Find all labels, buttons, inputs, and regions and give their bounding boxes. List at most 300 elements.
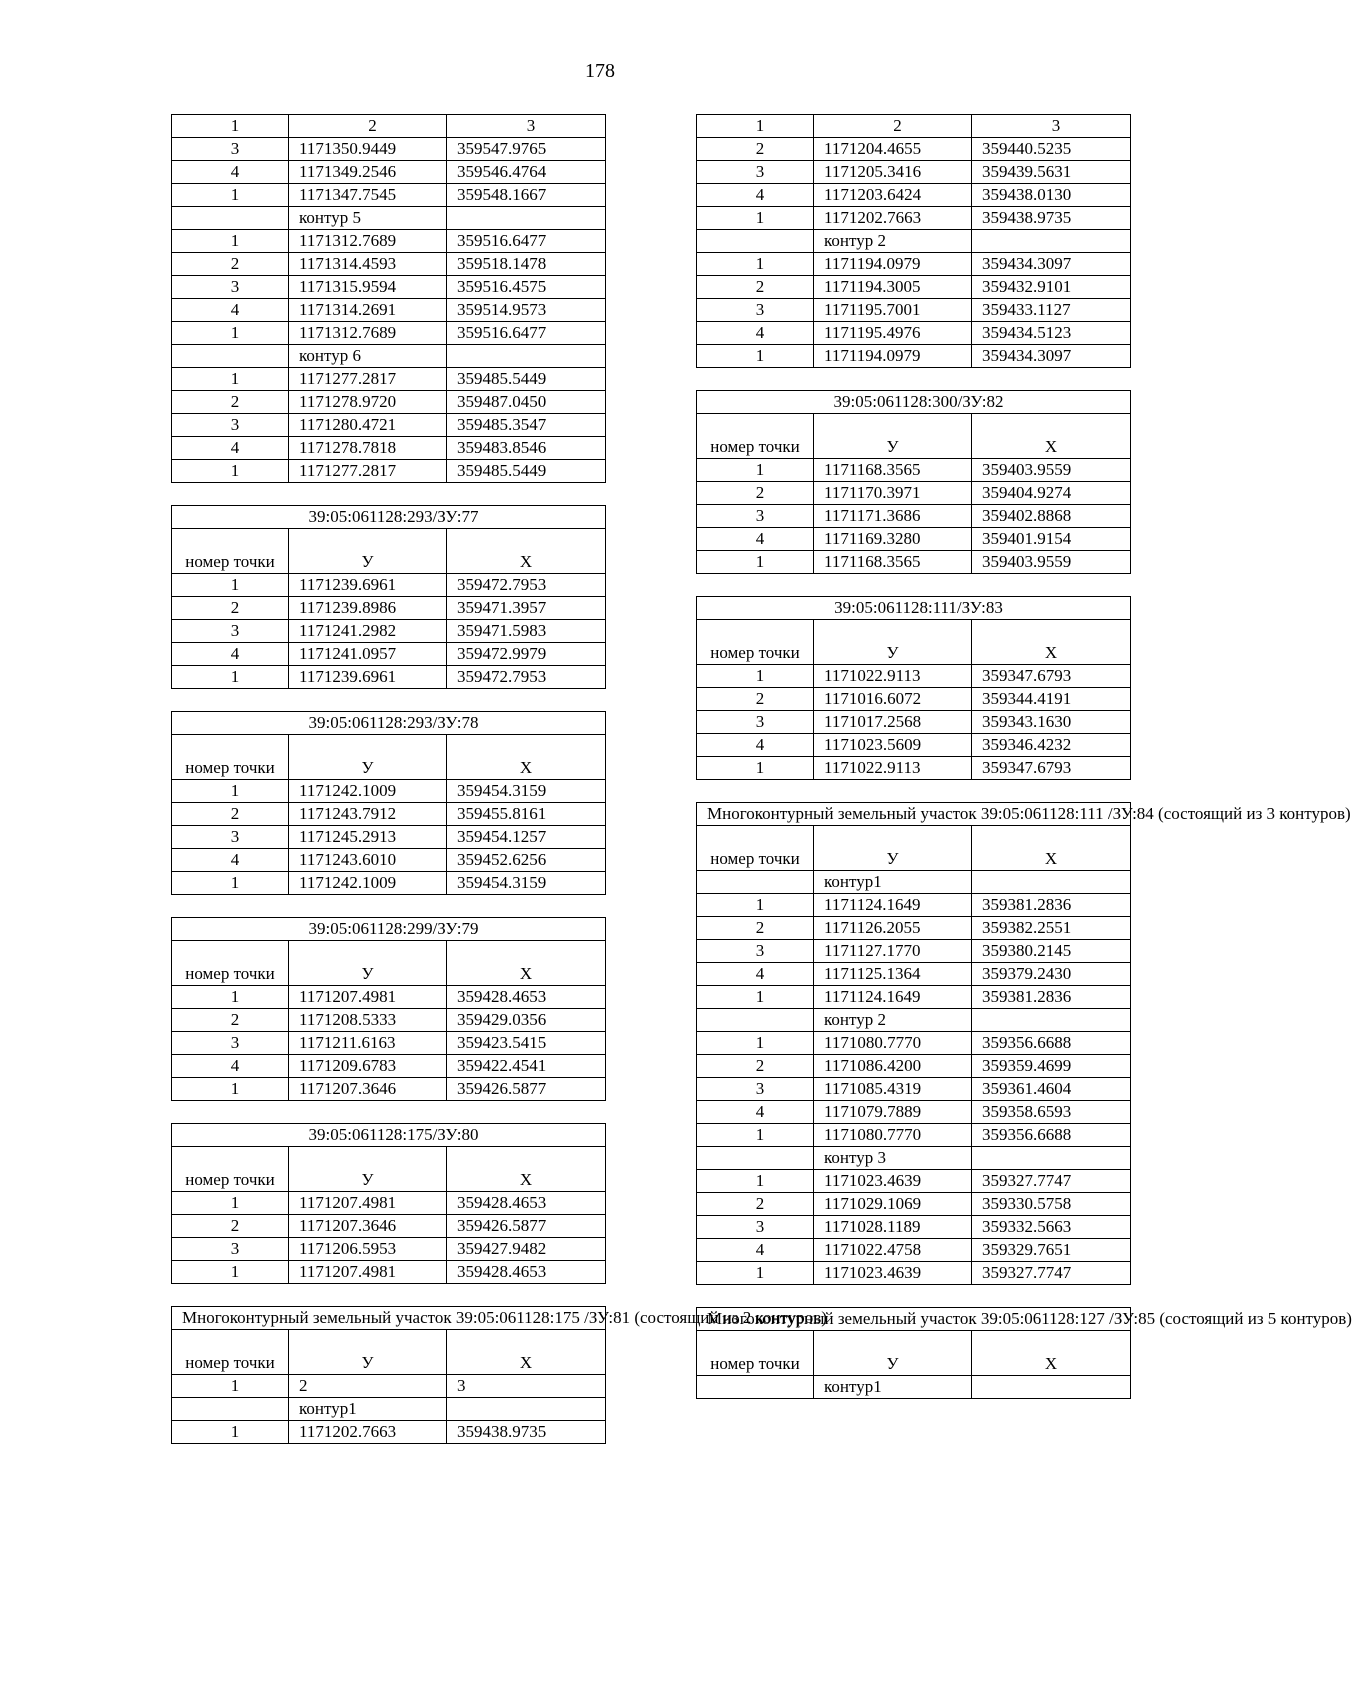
table-row	[172, 1215, 606, 1238]
x-coord-cell: 359434.3097	[972, 345, 1131, 368]
x-header: Х	[447, 529, 606, 574]
y-coord-cell: 1171315.9594	[289, 276, 447, 299]
x-coord-cell: 359438.9735	[972, 207, 1131, 230]
x-header: Х	[972, 414, 1131, 459]
coordinates-table	[696, 596, 1131, 780]
y-coord-cell: 1171016.6072	[814, 688, 972, 711]
point-number-cell: 3	[172, 414, 289, 437]
table-row	[697, 138, 1131, 161]
y-header: У	[289, 735, 447, 780]
y-coord-cell: 1171241.2982	[289, 620, 447, 643]
x-coord-cell: 359330.5758	[972, 1193, 1131, 1216]
y-coord-cell: 2	[289, 1375, 447, 1398]
x-header: Х	[972, 1331, 1131, 1376]
table-row	[172, 437, 606, 460]
table-row	[172, 1192, 606, 1215]
table-row	[172, 322, 606, 345]
x-coord-cell: 359483.8546	[447, 437, 606, 460]
table-row	[697, 276, 1131, 299]
y-coord-cell: 1171028.1189	[814, 1216, 972, 1239]
x-coord-cell: 359452.6256	[447, 849, 606, 872]
point-number-cell: 1	[697, 253, 814, 276]
coordinates-table	[696, 1307, 1352, 1399]
y-header: У	[814, 620, 972, 665]
table-row	[172, 803, 606, 826]
point-number-cell: 3	[172, 1032, 289, 1055]
x-coord-cell: 359428.4653	[447, 1192, 606, 1215]
y-coord-cell: 1171211.6163	[289, 1032, 447, 1055]
y-coord-cell: 1171207.3646	[289, 1078, 447, 1101]
point-number-cell: 1	[172, 872, 289, 895]
x-header: Х	[447, 1330, 606, 1375]
point-number-cell: 4	[172, 299, 289, 322]
x-coord-cell	[972, 1376, 1131, 1399]
y-coord-cell: 1171168.3565	[814, 459, 972, 482]
x-coord-cell: 359379.2430	[972, 963, 1131, 986]
parcel-description: Многоконтурный земельный участок 39:05:061128:175 /ЗУ:81 (состоящий из 2 контуров)	[172, 1307, 606, 1330]
x-coord-cell: 359454.1257	[447, 826, 606, 849]
x-coord-cell: 359332.5663	[972, 1216, 1131, 1239]
point-number-cell	[697, 230, 814, 253]
table-row	[697, 322, 1131, 345]
y-coord-cell: 1171242.1009	[289, 872, 447, 895]
table-row	[697, 734, 1131, 757]
x-coord-cell: 359426.5877	[447, 1078, 606, 1101]
x-coord-cell: 359439.5631	[972, 161, 1131, 184]
y-coord-cell: 1171208.5333	[289, 1009, 447, 1032]
column-header-row	[697, 826, 1131, 871]
column-number-cell: 3	[972, 115, 1131, 138]
point-number-cell: 3	[697, 940, 814, 963]
point-number-cell: 3	[697, 711, 814, 734]
page-number: 178	[585, 60, 615, 82]
x-coord-cell: 359472.7953	[447, 666, 606, 689]
point-number-cell: 2	[172, 597, 289, 620]
y-coord-cell: 1171080.7770	[814, 1032, 972, 1055]
y-coord-cell: 1171126.2055	[814, 917, 972, 940]
point-number-cell	[697, 1147, 814, 1170]
y-coord-cell: 1171207.3646	[289, 1215, 447, 1238]
table-row	[172, 643, 606, 666]
y-coord-cell: 1171280.4721	[289, 414, 447, 437]
parcel-title: 39:05:061128:111/ЗУ:83	[697, 597, 1131, 620]
x-header: Х	[447, 1147, 606, 1192]
table-row	[172, 1421, 606, 1444]
table-row	[697, 482, 1131, 505]
x-coord-cell: 359518.1478	[447, 253, 606, 276]
x-coord-cell: 359356.6688	[972, 1124, 1131, 1147]
table-row	[172, 780, 606, 803]
point-number-cell	[172, 1398, 289, 1421]
point-number-cell: 1	[172, 1421, 289, 1444]
table-row	[697, 894, 1131, 917]
table-row	[697, 1262, 1131, 1285]
parcel-title: 39:05:061128:175/ЗУ:80	[172, 1124, 606, 1147]
point-number-cell: 1	[697, 757, 814, 780]
y-coord-cell: 1171207.4981	[289, 1261, 447, 1284]
y-coord-cell: 1171023.4639	[814, 1170, 972, 1193]
table-row	[697, 345, 1131, 368]
x-coord-cell: 359516.6477	[447, 230, 606, 253]
y-coord-cell: 1171241.0957	[289, 643, 447, 666]
x-coord-cell: 359428.4653	[447, 986, 606, 1009]
x-coord-cell: 3	[447, 1375, 606, 1398]
column-header-row	[697, 620, 1131, 665]
x-coord-cell: 359440.5235	[972, 138, 1131, 161]
table-row	[172, 872, 606, 895]
parcel-title: 39:05:061128:299/ЗУ:79	[172, 918, 606, 941]
point-number-header: номер точки	[697, 414, 814, 459]
y-coord-cell: 1171347.7545	[289, 184, 447, 207]
table-row	[172, 1078, 606, 1101]
point-number-cell: 1	[697, 551, 814, 574]
y-coord-cell: 1171206.5953	[289, 1238, 447, 1261]
x-coord-cell: 359380.2145	[972, 940, 1131, 963]
table-row	[172, 414, 606, 437]
x-coord-cell: 359433.1127	[972, 299, 1131, 322]
coordinates-table	[171, 711, 606, 895]
y-coord-cell: 1171239.6961	[289, 574, 447, 597]
point-number-cell: 2	[697, 138, 814, 161]
y-coord-cell: 1171023.4639	[814, 1262, 972, 1285]
point-number-cell: 1	[172, 1261, 289, 1284]
point-number-cell: 2	[172, 253, 289, 276]
table-row	[172, 184, 606, 207]
x-coord-cell: 359361.4604	[972, 1078, 1131, 1101]
table-row	[697, 161, 1131, 184]
point-number-cell	[172, 345, 289, 368]
point-number-cell: 4	[172, 849, 289, 872]
column-header-row	[172, 1147, 606, 1192]
table-row	[697, 1078, 1131, 1101]
x-coord-cell: 359381.2836	[972, 986, 1131, 1009]
point-number-header: номер точки	[172, 529, 289, 574]
x-coord-cell: 359434.3097	[972, 253, 1131, 276]
parcel-description: Многоконтурный земельный участок 39:05:061128:127 /ЗУ:85 (состоящий из 5 контуров)	[697, 1308, 1131, 1331]
x-coord-cell: 359472.9979	[447, 643, 606, 666]
point-number-cell: 1	[697, 1262, 814, 1285]
parcel-title: 39:05:061128:300/ЗУ:82	[697, 391, 1131, 414]
x-coord-cell: 359347.6793	[972, 757, 1131, 780]
x-coord-cell: 359403.9559	[972, 459, 1131, 482]
y-coord-cell: 1171169.3280	[814, 528, 972, 551]
y-header: У	[814, 826, 972, 871]
x-coord-cell: 359422.4541	[447, 1055, 606, 1078]
table-row	[172, 986, 606, 1009]
table-row	[172, 1032, 606, 1055]
table-row	[697, 230, 1131, 253]
column-number-cell: 3	[447, 115, 606, 138]
table-row	[697, 184, 1131, 207]
x-coord-cell: 359471.3957	[447, 597, 606, 620]
y-coord-cell: 1171022.9113	[814, 757, 972, 780]
point-number-cell: 1	[697, 894, 814, 917]
y-coord-cell: 1171278.9720	[289, 391, 447, 414]
x-header: Х	[447, 941, 606, 986]
right-column	[696, 114, 1352, 1399]
table-row	[172, 826, 606, 849]
point-number-cell: 1	[172, 184, 289, 207]
y-coord-cell: 1171023.5609	[814, 734, 972, 757]
coordinates-table	[171, 1123, 606, 1284]
coordinates-table	[696, 802, 1351, 1285]
parcel-title-row	[172, 712, 606, 735]
table-row	[172, 574, 606, 597]
y-coord-cell: 1171314.4593	[289, 253, 447, 276]
point-number-cell: 2	[697, 688, 814, 711]
x-coord-cell: 359548.1667	[447, 184, 606, 207]
y-coord-cell: 1171278.7818	[289, 437, 447, 460]
point-number-cell: 1	[172, 368, 289, 391]
table-row	[172, 1375, 606, 1398]
parcel-title-row	[697, 391, 1131, 414]
x-coord-cell	[447, 345, 606, 368]
x-coord-cell: 359381.2836	[972, 894, 1131, 917]
point-number-cell: 2	[172, 1009, 289, 1032]
point-number-cell: 2	[697, 276, 814, 299]
y-coord-cell: 1171243.6010	[289, 849, 447, 872]
point-number-cell: 1	[172, 1192, 289, 1215]
table-row	[697, 1239, 1131, 1262]
x-coord-cell: 359546.4764	[447, 161, 606, 184]
parcel-title-row	[172, 918, 606, 941]
point-number-cell: 2	[697, 1055, 814, 1078]
x-coord-cell: 359438.9735	[447, 1421, 606, 1444]
table-row	[697, 986, 1131, 1009]
y-coord-cell: 1171124.1649	[814, 894, 972, 917]
table-row	[172, 345, 606, 368]
table-row	[697, 665, 1131, 688]
column-number-cell: 2	[814, 115, 972, 138]
point-number-cell: 1	[697, 207, 814, 230]
point-number-cell: 4	[172, 1055, 289, 1078]
y-coord-cell: 1171194.3005	[814, 276, 972, 299]
x-coord-cell: 359454.3159	[447, 872, 606, 895]
y-header: У	[814, 1331, 972, 1376]
point-number-header: номер точки	[172, 735, 289, 780]
point-number-cell: 2	[697, 917, 814, 940]
coordinates-table	[171, 917, 606, 1101]
table-row	[697, 551, 1131, 574]
column-header-row	[172, 735, 606, 780]
point-number-cell	[697, 1376, 814, 1399]
coordinates-table	[696, 390, 1131, 574]
table-row	[697, 940, 1131, 963]
y-coord-cell: 1171349.2546	[289, 161, 447, 184]
y-coord-cell: контур 5	[289, 207, 447, 230]
y-coord-cell: контур1	[814, 1376, 972, 1399]
point-number-header: номер точки	[697, 826, 814, 871]
column-number-row	[697, 115, 1131, 138]
point-number-cell: 4	[172, 161, 289, 184]
y-coord-cell: 1171203.6424	[814, 184, 972, 207]
y-coord-cell: 1171086.4200	[814, 1055, 972, 1078]
point-number-cell: 4	[697, 184, 814, 207]
x-coord-cell: 359327.7747	[972, 1170, 1131, 1193]
point-number-cell: 1	[172, 1078, 289, 1101]
y-coord-cell: 1171029.1069	[814, 1193, 972, 1216]
column-number-row	[172, 115, 606, 138]
point-number-cell: 4	[697, 963, 814, 986]
point-number-cell: 3	[172, 826, 289, 849]
y-coord-cell: 1171194.0979	[814, 345, 972, 368]
point-number-cell	[697, 1009, 814, 1032]
x-coord-cell: 359516.6477	[447, 322, 606, 345]
x-coord-cell: 359434.5123	[972, 322, 1131, 345]
y-coord-cell: 1171202.7663	[814, 207, 972, 230]
point-number-cell: 3	[172, 620, 289, 643]
y-coord-cell: 1171079.7889	[814, 1101, 972, 1124]
y-coord-cell: 1171277.2817	[289, 368, 447, 391]
x-coord-cell: 359404.9274	[972, 482, 1131, 505]
point-number-cell: 1	[697, 1124, 814, 1147]
point-number-cell: 1	[172, 780, 289, 803]
table-row	[697, 1124, 1131, 1147]
y-coord-cell: 1171350.9449	[289, 138, 447, 161]
point-number-cell: 1	[172, 230, 289, 253]
table-row	[697, 253, 1131, 276]
table-row	[172, 138, 606, 161]
y-coord-cell: контур1	[814, 871, 972, 894]
y-coord-cell: 1171239.6961	[289, 666, 447, 689]
table-row	[697, 757, 1131, 780]
x-coord-cell: 359487.0450	[447, 391, 606, 414]
x-header: Х	[972, 826, 1131, 871]
point-number-cell: 4	[697, 322, 814, 345]
table-row	[172, 161, 606, 184]
y-coord-cell: контур 6	[289, 345, 447, 368]
table-row	[697, 1147, 1131, 1170]
point-number-cell: 2	[697, 482, 814, 505]
y-coord-cell: 1171194.0979	[814, 253, 972, 276]
y-coord-cell: 1171171.3686	[814, 505, 972, 528]
y-coord-cell: 1171127.1770	[814, 940, 972, 963]
table-row	[697, 917, 1131, 940]
x-coord-cell: 359356.6688	[972, 1032, 1131, 1055]
x-coord-cell: 359359.4699	[972, 1055, 1131, 1078]
point-number-cell: 3	[697, 1078, 814, 1101]
x-coord-cell: 359429.0356	[447, 1009, 606, 1032]
y-coord-cell: 1171022.4758	[814, 1239, 972, 1262]
point-number-cell: 3	[172, 276, 289, 299]
y-header: У	[814, 414, 972, 459]
x-coord-cell: 359402.8868	[972, 505, 1131, 528]
table-row	[172, 1055, 606, 1078]
point-number-cell: 1	[172, 1375, 289, 1398]
x-coord-cell: 359485.3547	[447, 414, 606, 437]
table-row	[172, 253, 606, 276]
column-header-row	[697, 1331, 1131, 1376]
x-coord-cell: 359547.9765	[447, 138, 606, 161]
point-number-cell: 2	[172, 391, 289, 414]
x-coord-cell: 359423.5415	[447, 1032, 606, 1055]
table-row	[697, 505, 1131, 528]
x-coord-cell: 359516.4575	[447, 276, 606, 299]
column-header-row	[697, 414, 1131, 459]
table-row	[697, 1101, 1131, 1124]
point-number-cell: 4	[697, 1239, 814, 1262]
point-number-cell: 1	[172, 322, 289, 345]
y-coord-cell: контур1	[289, 1398, 447, 1421]
table-row	[697, 1376, 1131, 1399]
y-header: У	[289, 1330, 447, 1375]
y-coord-cell: 1171080.7770	[814, 1124, 972, 1147]
point-number-cell: 1	[172, 666, 289, 689]
point-number-cell: 3	[697, 1216, 814, 1239]
x-coord-cell	[972, 1147, 1131, 1170]
point-number-cell: 3	[172, 138, 289, 161]
coordinates-table	[171, 114, 606, 483]
point-number-cell: 3	[697, 299, 814, 322]
x-coord-cell: 359427.9482	[447, 1238, 606, 1261]
point-number-cell: 1	[172, 574, 289, 597]
x-coord-cell: 359347.6793	[972, 665, 1131, 688]
table-row	[172, 276, 606, 299]
y-coord-cell: 1171085.4319	[814, 1078, 972, 1101]
table-row	[172, 1009, 606, 1032]
coordinates-table	[696, 114, 1131, 368]
point-number-cell	[697, 871, 814, 894]
x-coord-cell: 359472.7953	[447, 574, 606, 597]
x-coord-cell	[447, 207, 606, 230]
point-number-cell: 1	[697, 986, 814, 1009]
x-coord-cell: 359438.0130	[972, 184, 1131, 207]
y-coord-cell: 1171312.7689	[289, 230, 447, 253]
point-number-cell	[172, 207, 289, 230]
column-number-cell: 2	[289, 115, 447, 138]
table-row	[697, 1032, 1131, 1055]
column-header-row	[172, 529, 606, 574]
y-coord-cell: 1171202.7663	[289, 1421, 447, 1444]
x-coord-cell: 359514.9573	[447, 299, 606, 322]
table-row	[697, 688, 1131, 711]
x-header: Х	[447, 735, 606, 780]
y-header: У	[289, 941, 447, 986]
parcel-title: 39:05:061128:293/ЗУ:78	[172, 712, 606, 735]
y-coord-cell: 1171170.3971	[814, 482, 972, 505]
x-coord-cell	[972, 230, 1131, 253]
table-row	[172, 620, 606, 643]
table-row	[697, 1216, 1131, 1239]
table-row	[697, 459, 1131, 482]
x-coord-cell: 359432.9101	[972, 276, 1131, 299]
parcel-description: Многоконтурный земельный участок 39:05:061128:111 /ЗУ:84 (состоящий из 3 контуров)	[697, 803, 1131, 826]
table-row	[172, 1261, 606, 1284]
table-row	[172, 1398, 606, 1421]
y-coord-cell: контур 3	[814, 1147, 972, 1170]
y-coord-cell: 1171017.2568	[814, 711, 972, 734]
y-coord-cell: 1171204.4655	[814, 138, 972, 161]
x-coord-cell: 359426.5877	[447, 1215, 606, 1238]
table-row	[172, 391, 606, 414]
table-row	[172, 299, 606, 322]
y-coord-cell: 1171124.1649	[814, 986, 972, 1009]
y-coord-cell: 1171242.1009	[289, 780, 447, 803]
x-coord-cell: 359382.2551	[972, 917, 1131, 940]
table-row	[172, 230, 606, 253]
x-coord-cell: 359327.7747	[972, 1262, 1131, 1285]
table-row	[172, 368, 606, 391]
y-coord-cell: 1171168.3565	[814, 551, 972, 574]
x-coord-cell: 359428.4653	[447, 1261, 606, 1284]
x-coord-cell: 359403.9559	[972, 551, 1131, 574]
parcel-description-row	[172, 1307, 606, 1330]
table-row	[697, 963, 1131, 986]
point-number-cell: 2	[172, 1215, 289, 1238]
table-row	[697, 1170, 1131, 1193]
table-row	[172, 849, 606, 872]
y-coord-cell: 1171022.9113	[814, 665, 972, 688]
